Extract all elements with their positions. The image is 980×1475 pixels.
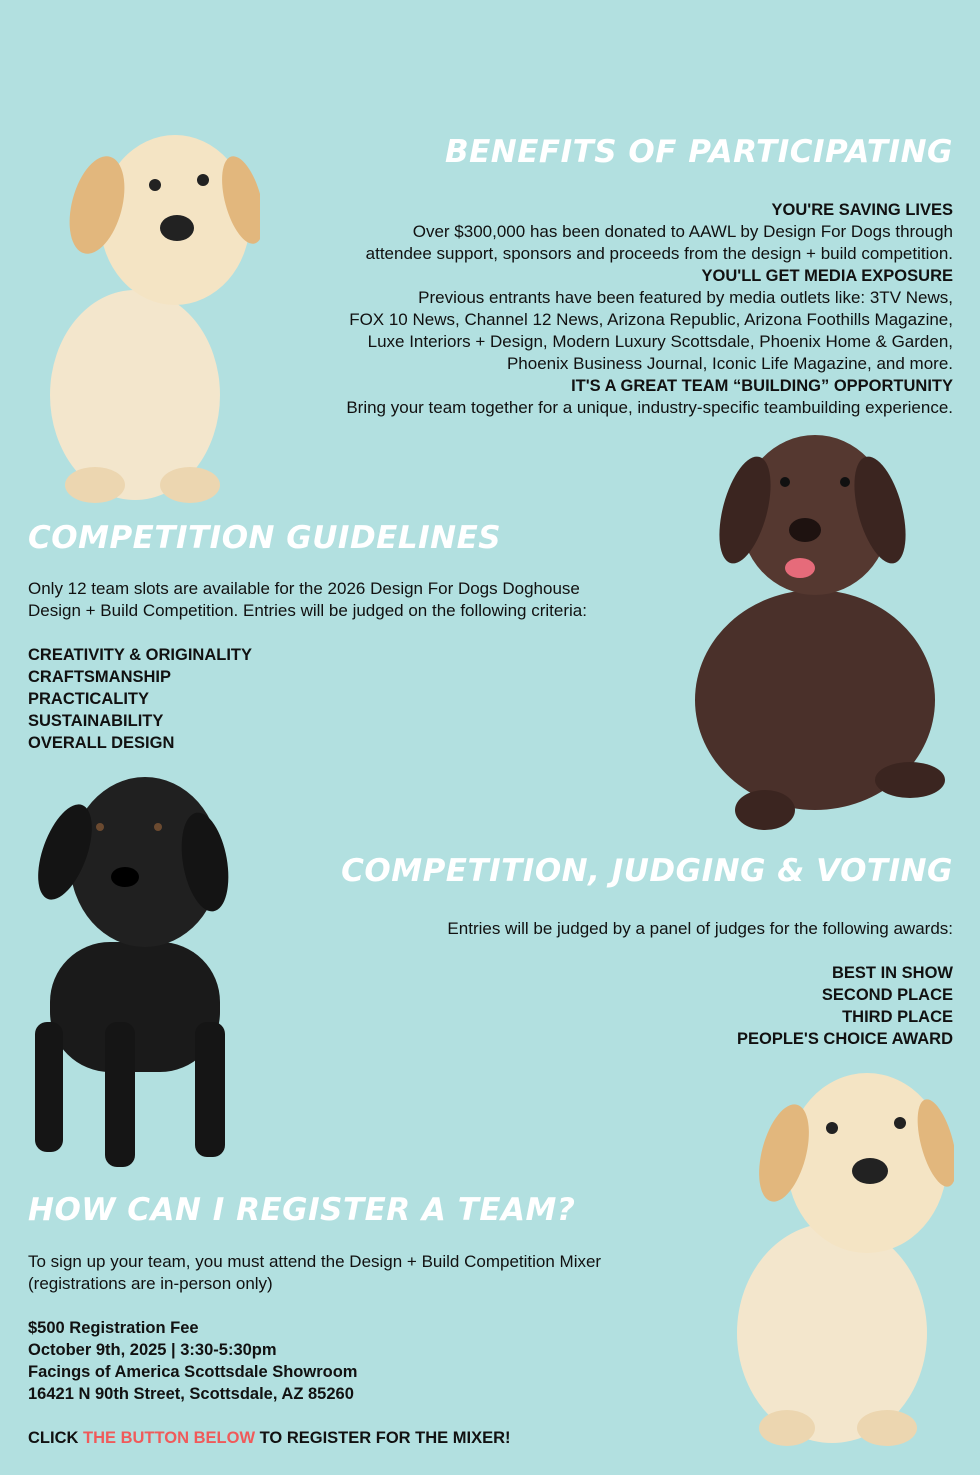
guidelines-text: Only 12 team slots are available for the 2026 Design For Dogs Doghouse xyxy=(28,579,580,598)
cta-suffix: TO REGISTER FOR THE MIXER! xyxy=(255,1429,511,1447)
benefit-text: Over $300,000 has been donated to AAWL by Design For Dogs through xyxy=(412,222,953,241)
register-text: (registrations are in-person only) xyxy=(28,1274,273,1293)
benefit-text: Bring your team together for a unique, industry-specific teambuilding experience. xyxy=(346,398,953,417)
benefits-list xyxy=(346,199,953,419)
benefit-text: attendee support, sponsors and proceeds from the design + build competition. xyxy=(365,244,953,263)
benefits-title: BENEFITS OF PARTICIPATING xyxy=(444,134,953,170)
judging-body xyxy=(447,918,953,1050)
registration-fee: $500 Registration Fee xyxy=(28,1319,199,1337)
black-puppy-image xyxy=(25,772,245,1177)
event-date: October 9th, 2025 | 3:30-5:30pm xyxy=(28,1341,277,1359)
award: THIRD PLACE xyxy=(842,1008,953,1026)
award: BEST IN SHOW xyxy=(831,964,953,982)
benefit-text: Previous entrants have been featured by media outlets like: 3TV News, xyxy=(418,288,953,307)
yellow-puppy-image-1 xyxy=(25,125,260,510)
cta-prefix: CLICK xyxy=(28,1429,83,1447)
chocolate-puppy-image xyxy=(685,430,955,835)
benefit-heading: IT'S A GREAT TEAM “BUILDING” OPPORTUNITY xyxy=(571,377,953,395)
criterion: OVERALL DESIGN xyxy=(28,734,175,752)
yellow-puppy-image-2 xyxy=(722,1068,954,1453)
event-venue: Facings of America Scottsdale Showroom xyxy=(28,1363,358,1381)
benefit-text: Luxe Interiors + Design, Modern Luxury Scottsdale, Phoenix Home & Garden, xyxy=(367,332,953,351)
criterion: SUSTAINABILITY xyxy=(28,712,164,730)
benefit-heading: YOU'LL GET MEDIA EXPOSURE xyxy=(701,267,953,285)
benefit-heading: YOU'RE SAVING LIVES xyxy=(771,201,953,219)
event-address: 16421 N 90th Street, Scottsdale, AZ 85260 xyxy=(28,1385,354,1403)
benefit-text: FOX 10 News, Channel 12 News, Arizona Republic, Arizona Foothills Magazine, xyxy=(349,310,953,329)
judging-intro: Entries will be judged by a panel of judges for the following awards: xyxy=(447,919,953,938)
cta-highlight: THE BUTTON BELOW xyxy=(83,1429,256,1447)
award: SECOND PLACE xyxy=(821,986,953,1004)
benefit-text: Phoenix Business Journal, Iconic Life Magazine, and more. xyxy=(506,354,953,373)
guidelines-text: Design + Build Competition. Entries will be judged on the following criteria: xyxy=(28,601,587,620)
guidelines-title: COMPETITION GUIDELINES xyxy=(28,520,502,556)
register-text: To sign up your team, you must attend the Design + Build Competition Mixer xyxy=(28,1252,602,1271)
register-title: HOW CAN I REGISTER A TEAM? xyxy=(28,1192,576,1228)
criterion: CREATIVITY & ORIGINALITY xyxy=(28,646,252,664)
criterion: CRAFTSMANSHIP xyxy=(28,668,171,686)
judging-title: COMPETITION, JUDGING & VOTING xyxy=(341,853,953,889)
criterion: PRACTICALITY xyxy=(28,690,149,708)
register-cta xyxy=(28,1427,601,1449)
award: PEOPLE'S CHOICE AWARD xyxy=(736,1030,953,1048)
guidelines-body xyxy=(28,578,587,754)
register-body xyxy=(28,1251,601,1449)
